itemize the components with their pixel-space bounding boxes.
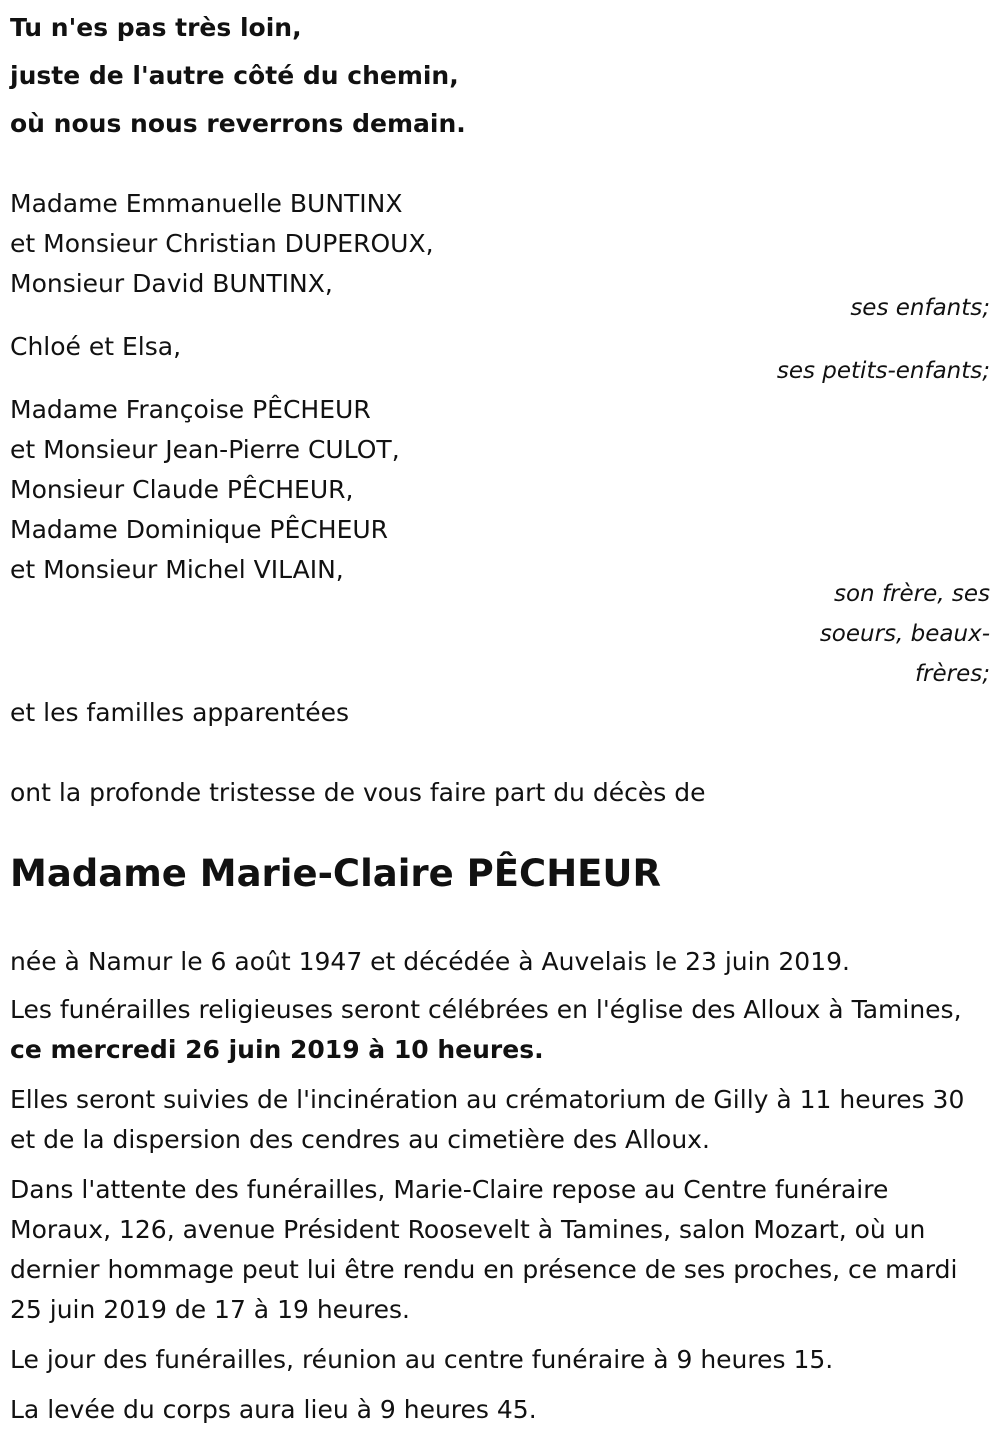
relation-siblings: soeurs, beaux-	[819, 621, 990, 647]
departure-paragraph: La levée du corps aura lieu à 9 heures 45.	[10, 1395, 537, 1424]
family-member: Madame Françoise PÊCHEUR	[10, 395, 371, 424]
relation-grandchildren: ses petits-enfants;	[776, 358, 990, 384]
funeral-paragraph	[10, 990, 985, 1070]
cremation-paragraph: Elles seront suivies de l'incinération au crématorium de Gilly à 11 heures 30 et de la dispersion des cendres au cimetière des Alloux.	[10, 1085, 965, 1154]
funeral-text: Les funérailles religieuses seront célébrées en l'église des Alloux à Tamines,	[10, 995, 962, 1024]
relation-children: ses enfants;	[850, 295, 990, 321]
family-member: Monsieur David BUNTINX,	[10, 269, 333, 298]
family-member: Chloé et Elsa,	[10, 332, 182, 361]
funeral-date: ce mercredi 26 juin 2019 à 10 heures.	[10, 1035, 544, 1064]
extended-family: et les familles apparentées	[10, 698, 350, 727]
poem-line-1: Tu n'es pas très loin,	[10, 13, 302, 42]
deceased-name: Madame Marie-Claire PÊCHEUR	[10, 852, 661, 895]
poem-line-2: juste de l'autre côté du chemin,	[10, 61, 459, 90]
family-member: et Monsieur Jean-Pierre CULOT,	[10, 435, 400, 464]
meeting-paragraph: Le jour des funérailles, réunion au centre funéraire à 9 heures 15.	[10, 1345, 834, 1374]
announcement-intro: ont la profonde tristesse de vous faire part du décès de	[10, 778, 706, 807]
viewing-paragraph: Dans l'attente des funérailles, Marie-Claire repose au Centre funéraire Moraux, 126, avenue Président Roosevelt à Tamines, salon Mozart, où un dernier hommage peut lui être rendu en présence de ses proches, ce mardi 25 juin 2019 de 17 à 19 heures.	[10, 1175, 958, 1324]
relation-siblings: frères;	[914, 661, 990, 687]
family-member: et Monsieur Michel VILAIN,	[10, 555, 344, 584]
poem-line-3: où nous nous reverrons demain.	[10, 109, 466, 138]
family-member: Madame Dominique PÊCHEUR	[10, 515, 389, 544]
relation-siblings: son frère, ses	[834, 581, 990, 607]
family-member: Monsieur Claude PÊCHEUR,	[10, 475, 354, 504]
family-member: Madame Emmanuelle BUNTINX	[10, 189, 403, 218]
family-member: et Monsieur Christian DUPEROUX,	[10, 229, 434, 258]
birth-death-paragraph: née à Namur le 6 août 1947 et décédée à Auvelais le 23 juin 2019.	[10, 947, 850, 976]
